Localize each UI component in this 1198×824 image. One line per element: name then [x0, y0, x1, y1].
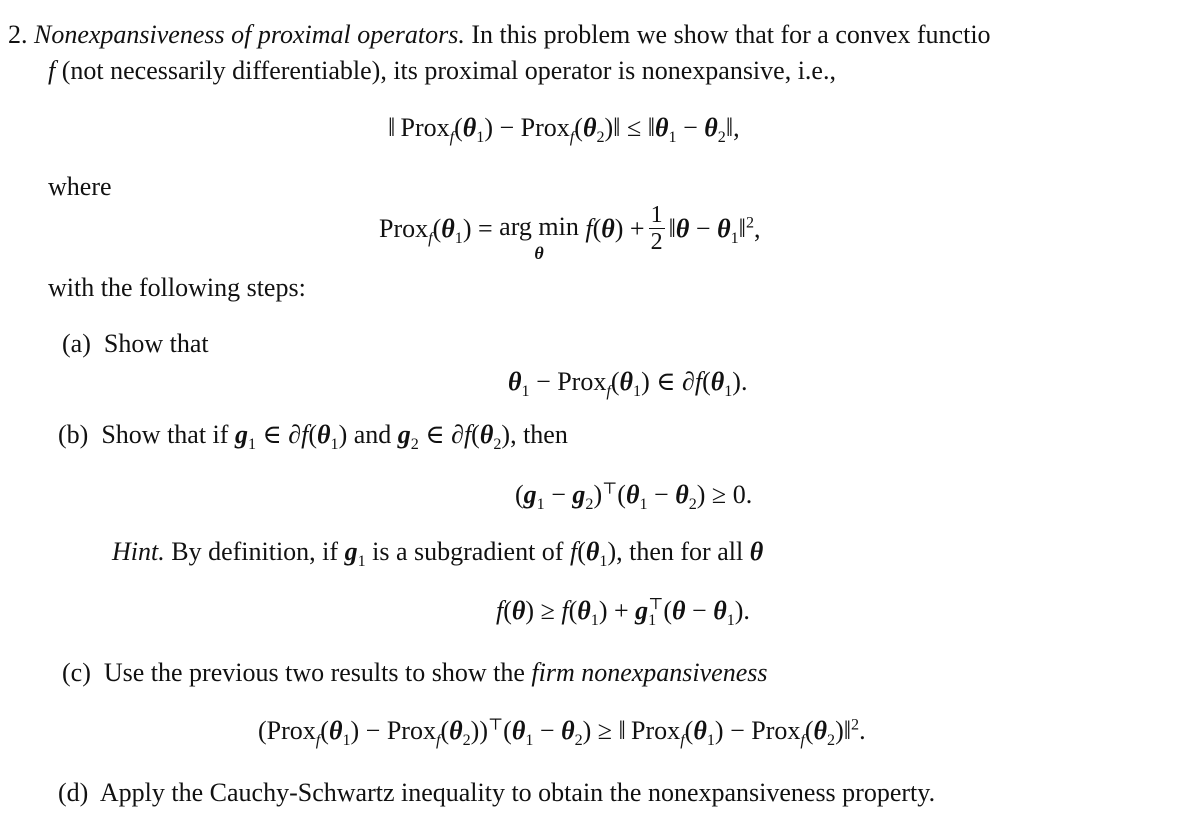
step-b-text-then: , then [510, 420, 568, 449]
equation-step-b: $(g_1 - g_2)^⊤(\theta_1 - \theta_2) \ge 0$. [515, 480, 753, 514]
problem-intro: In this problem we show that for a convex functio [471, 20, 991, 49]
hint-text-2: is a subgradient of [372, 537, 564, 566]
step-a [62, 331, 209, 357]
problem-heading [8, 22, 991, 48]
step-d [58, 780, 935, 806]
symbol-f: f [48, 56, 56, 85]
step-b: (b) Show that if $g_1$ ∈ $\partial f(\theta_1)$ and $g_2$ ∈ $\partial f(\theta_2)$, then [58, 420, 568, 454]
hint-text-3: , then for all [616, 537, 744, 566]
problem-title: Nonexpansiveness of proximal operators. [34, 20, 465, 49]
equation-hint: $f(\theta) \ge f(\theta_1) + g_1^⊤(\theta - \theta_1)$. [496, 596, 750, 630]
where-text: where [48, 172, 112, 201]
step-b-text-pre: Show that if [101, 420, 229, 449]
equation-prox-definition: $Prox_f(\theta_1)$ = arg min θ f(θ) + $\frac{1}{2}$ ‖θ − $\theta_1‖^2$, [379, 201, 761, 263]
hint: Hint. By definition, if $g_1$ is a subgradient of $f(\theta_1)$, then for all θ [112, 537, 764, 571]
equation-step-c: ($Prox_f(\theta_1)$ − $Prox_f(\theta_2))^⊤(\theta_1 - \theta_2)$ ≥ ‖ $Prox_f(\theta_1)$ − $Prox_f(\theta_2)‖^2$. [258, 716, 866, 750]
step-b-label: (b) [58, 420, 89, 449]
step-d-label: (d) [58, 778, 89, 807]
problem-number: 2. [8, 20, 28, 49]
hint-label: Hint. [112, 537, 165, 566]
step-c-label: (c) [62, 658, 91, 687]
step-a-label: (a) [62, 329, 91, 358]
steps-intro: with the following steps: [48, 273, 306, 302]
problem-intro-line2 [48, 58, 836, 84]
step-c-text: Use the previous two results to show the [103, 658, 525, 687]
step-a-text: Show that [103, 329, 209, 358]
step-c-emph: firm nonexpansiveness [531, 658, 768, 687]
step-b-text-and: and [353, 420, 392, 449]
intro-line2-text: (not necessarily differentiable), its proximal operator is nonexpansive, i.e., [61, 56, 836, 85]
step-d-text: Apply the Cauchy-Schwartz inequality to obtain the nonexpansiveness property. [99, 778, 936, 807]
step-c [62, 660, 768, 686]
equation-step-a: $\theta_1$ − $Prox_f(\theta_1)$ ∈ $\partial f(\theta_1)$. [508, 367, 748, 401]
hint-text-1: By definition, if [171, 537, 339, 566]
equation-nonexpansive: ‖ $Prox_f(\theta_1)$ − $Prox_f(\theta_2)‖$ ≤ $‖\theta_1$ − $\theta_2‖$, [388, 113, 740, 147]
